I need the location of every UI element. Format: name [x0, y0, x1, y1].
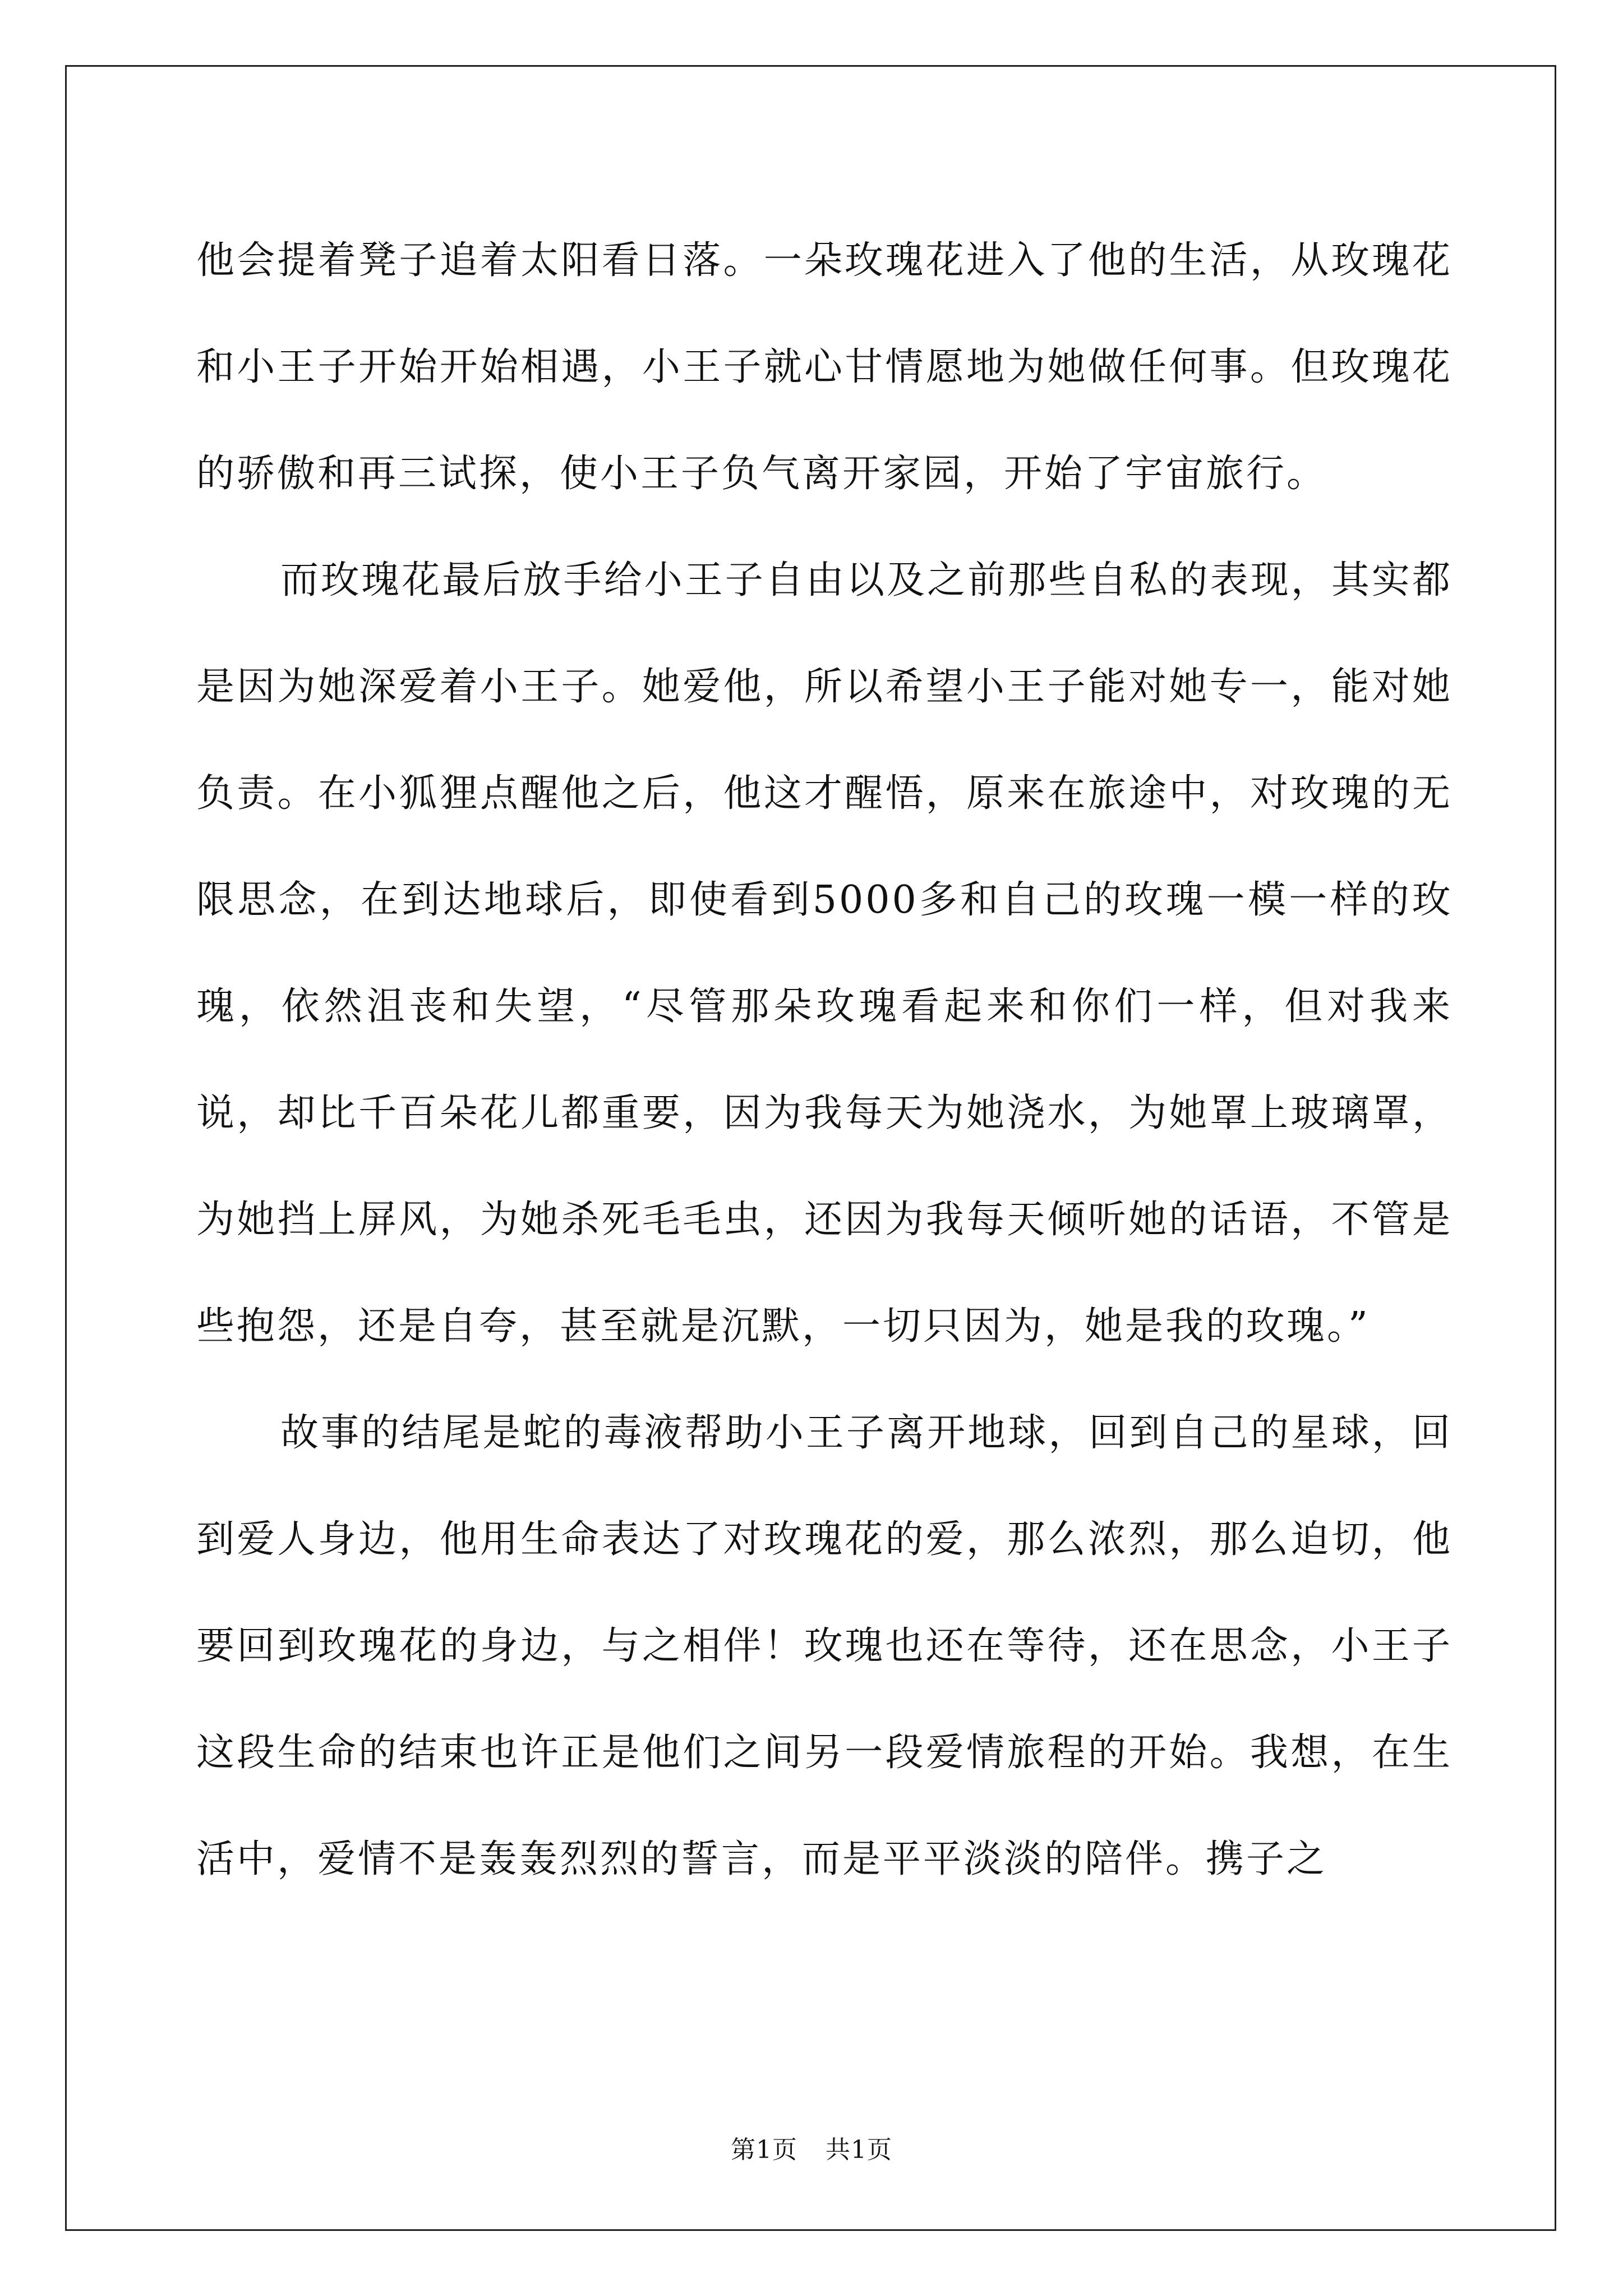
page-number: 第1页: [731, 2136, 797, 2164]
paragraph-1: 他会提着凳子追着太阳看日落。一朵玫瑰花进入了他的生活，从玫瑰花和小王子开始开始相遇，小王子就心甘情愿地为她做任何事。但玫瑰花的骄傲和再三试探，使小王子负气离开家园，开始了宇宙旅行。: [196, 238, 1453, 496]
page-total: 共1页: [826, 2136, 892, 2164]
paragraph-3: 故事的结尾是蛇的毒液帮助小王子离开地球，回到自己的星球，回到爱人身边，他用生命表达了对玫瑰花的爱，那么浓烈，那么迫切，他要回到玫瑰花的身边，与之相伴！玫瑰也还在等待，还在思念，小王子这段生命的结束也许正是他们之间另一段爱情旅程的开始。我想，在生活中，爱情不是轰轰烈烈的誓言，而是平平淡淡的陪伴。携子之: [196, 1411, 1453, 1881]
document-body: [196, 208, 1453, 1913]
page-footer: [0, 2129, 1623, 2165]
paragraph-2: 而玫瑰花最后放手给小王子自由以及之前那些自私的表现，其实都是因为她深爱着小王子。她爱他，所以希望小王子能对她专一，能对她负责。在小狐狸点醒他之后，他这才醒悟，原来在旅途中，对玫瑰的无限思念，在到达地球后，即使看到5000多和自己的玫瑰一模一样的玫瑰，依然沮丧和失望，“尽管那朵玫瑰看起来和你们一样，但对我来说，却比千百朵花儿都重要，因为我每天为她浇水，为她罩上玻璃罩，为她挡上屏风，为她杀死毛毛虫，还因为我每天倾听她的话语，不管是些抱怨，还是自夸，甚至就是沉默，一切只因为，她是我的玫瑰。”: [196, 558, 1453, 1349]
